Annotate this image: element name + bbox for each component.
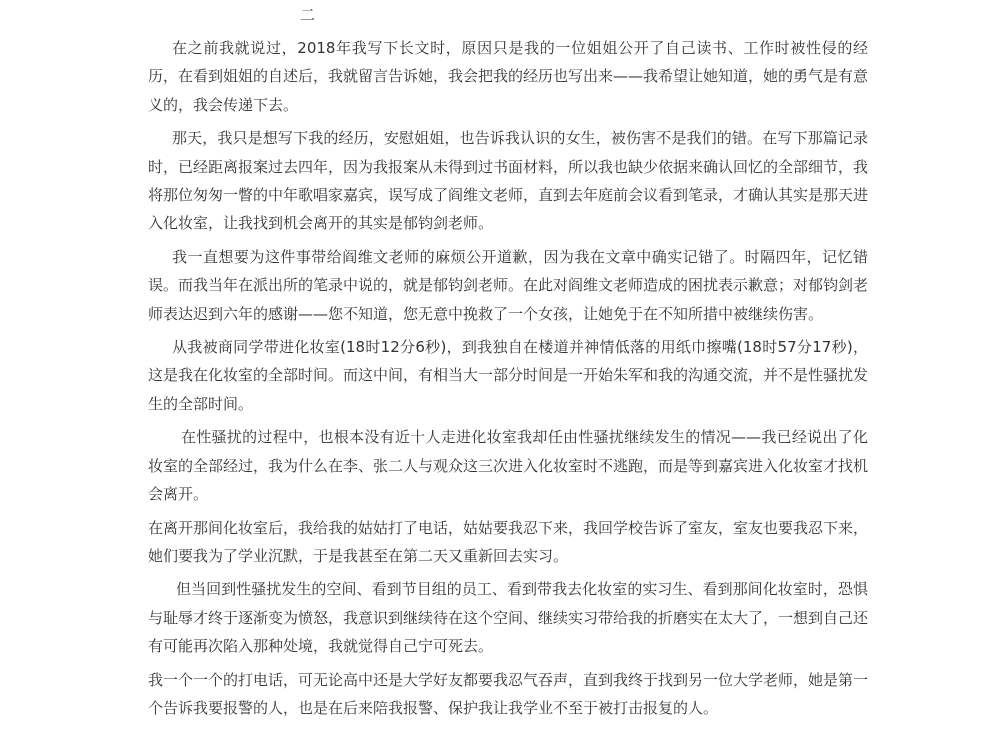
paragraph-3: 我一直想要为这件事带给阎维文老师的麻烦公开道歉，因为我在文章中确实记错了。时隔四年，记忆错误。而我当年在派出所的笔录中说的，就是郁钧剑老师。在此对阎维文老师造成的困扰表示歉意；对郁钧剑老师表达迟到六年的感谢——您不知道，您无意中挽救了一个女孩，让她免于在不知所措中被继续伤害。: [148, 247, 869, 323]
paragraph-5: 在性骚扰的过程中，也根本没有近十人走进化妆室我却任由性骚扰继续发生的情况——我已经说出了化妆室的全部经过，我为什么在李、张二人与观众这三次进入化妆室时不逃跑，而是等到嘉宾进入化妆室才找机会离开。: [148, 428, 869, 504]
paragraph-1: 在之前我就说过，2018年我写下长文时，原因只是我的一位姐姐公开了自己读书、工作时被性侵的经历，在看到姐姐的自述后，我就留言告诉她，我会把我的经历也写出来——我希望让她知道，她的勇气是有意义的，我会传递下去。: [148, 39, 869, 114]
paragraph-6: 在离开那间化妆室后，我给我的姑姑打了电话，姑姑要我忍下来，我回学校告诉了室友，室友也要我忍下来，她们要我为了学业沉默，于是我甚至在第二天又重新回去实习。: [148, 518, 869, 565]
paragraph-4: 从我被商同学带进化妆室(18时12分6秒)，到我独自在楼道并神情低落的用纸巾擦嘴(18时57分17秒)，这是我在化妆室的全部时间。而这中间，有相当大一部分时间是一开始朱军和我的沟通交流，并不是性骚扰发生的全部时间。: [148, 338, 869, 413]
paragraph-8: 我一个一个的打电话，可无论高中还是大学好友都要我忍气吞声，直到我终于找到另一位大学老师，她是第一个告诉我要报警的人，也是在后来陪我报警、保护我让我学业不至于被打击报复的人。: [148, 670, 869, 717]
document-body: [148, 34, 868, 727]
paragraph-7: 但当回到性骚扰发生的空间、看到节目组的员工、看到带我去化妆室的实习生、看到那间化妆室时，恐惧与耻辱才终于逐渐变为愤怒，我意识到继续待在这个空间、继续实习带给我的折磨实在太大了，一想到自己还有可能再次陷入那种处境，我就觉得自己宁可死去。: [148, 580, 869, 656]
paragraph-2: 那天，我只是想写下我的经历，安慰姐姐，也告诉我认识的女生，被伤害不是我们的错。在写下那篇记录时，已经距离报案过去四年，因为我报案从未得到过书面材料，所以我也缺少依据来确认回忆的全部细节，我将那位匆匆一瞥的中年歌唱家嘉宾，误写成了阎维文老师，直到去年庭前会议看到笔录，才确认其实是那天进入化妆室，让我找到机会离开的其实是郁钧剑老师。: [148, 129, 869, 233]
section-heading: 二: [300, 6, 316, 24]
